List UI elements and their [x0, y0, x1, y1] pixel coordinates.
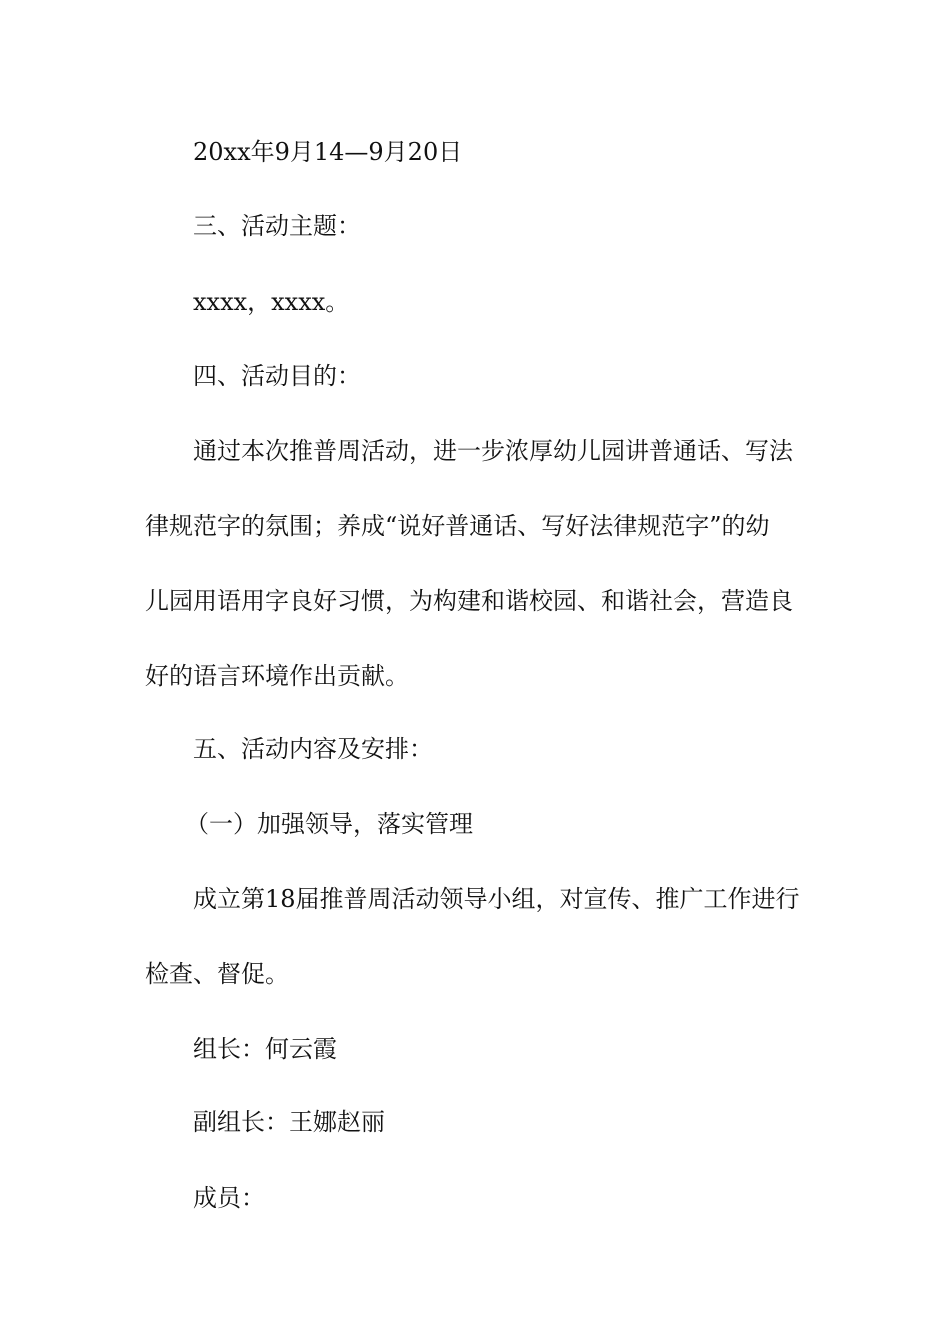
section-heading-purpose: 四、活动目的：: [193, 362, 361, 390]
theme-text: xxxx，xxxx。: [193, 288, 350, 316]
subsection-heading-leadership: （一）加强领导，落实管理: [185, 810, 473, 838]
purpose-paragraph-line-2: 律规范字的氛围；养成“说好普通话、写好法律规范字”的幼: [145, 512, 770, 540]
deputy-leader-line: 副组长：王娜赵丽: [193, 1108, 385, 1136]
purpose-paragraph-line-4: 好的语言环境作出贡献。: [145, 662, 409, 690]
purpose-paragraph-line-3: 儿园用语用字良好习惯，为构建和谐校园、和谐社会，营造良: [145, 587, 793, 615]
purpose-paragraph-line-1: 通过本次推普周活动，进一步浓厚幼儿园讲普通话、写法: [193, 437, 793, 465]
group-leader-line: 组长：何云霞: [193, 1035, 337, 1063]
date-range-line: 20xx年9月14—9月20日: [193, 138, 463, 166]
leadership-paragraph-line-1: 成立第18届推普周活动领导小组，对宣传、推广工作进行: [193, 885, 800, 913]
leadership-paragraph-line-2: 检查、督促。: [145, 960, 289, 988]
section-heading-content: 五、活动内容及安排：: [193, 735, 433, 763]
section-heading-theme: 三、活动主题：: [193, 212, 361, 240]
members-line: 成员：: [193, 1184, 265, 1212]
